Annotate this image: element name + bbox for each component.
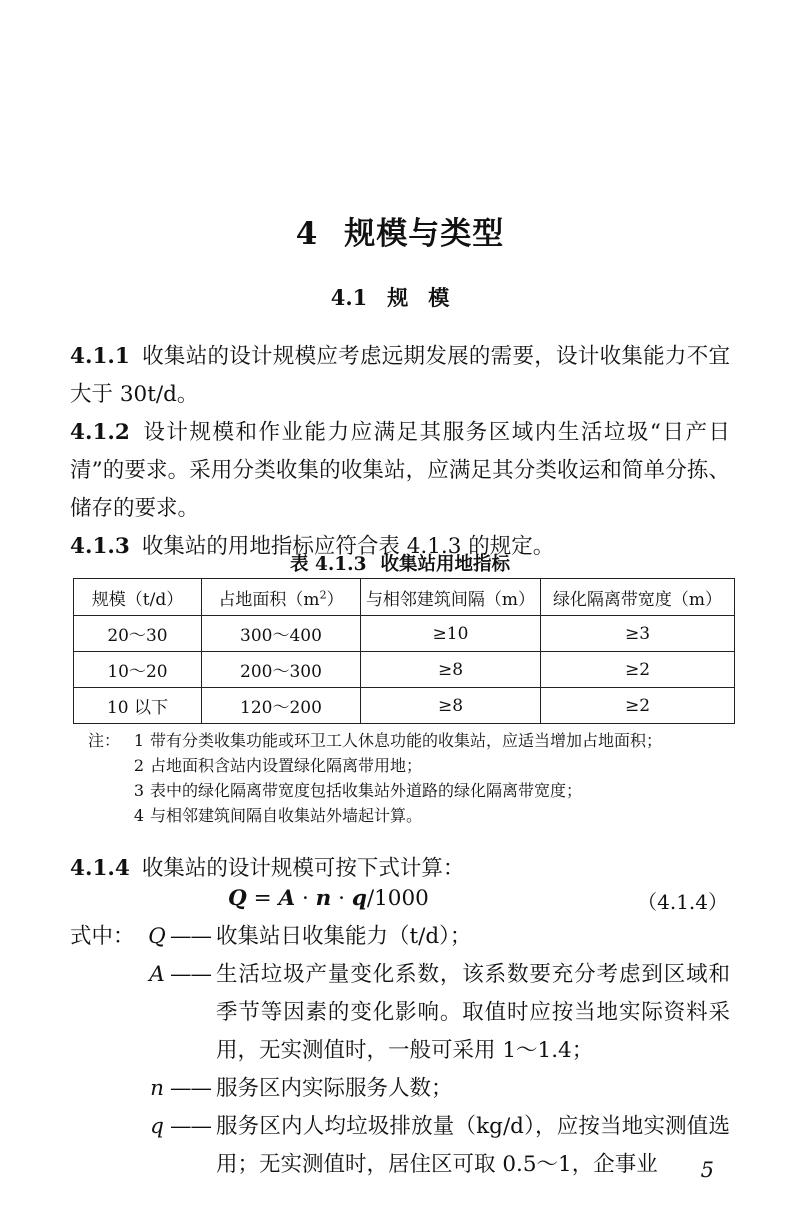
table-row	[74, 688, 735, 724]
table-notes	[88, 728, 728, 828]
where-label: 式中：	[70, 924, 135, 949]
variable-definition: 服务区内人均垃圾排放量（kg/d），应按当地实测值选用；无实测值时，居住区可取 0.5～1，企事业	[216, 1114, 730, 1177]
formula-var-n: n	[315, 886, 332, 911]
variable-symbol: q	[150, 1114, 164, 1139]
note-text: 与相邻建筑间隔自收集站外墙起计算。	[150, 806, 423, 825]
table-cell: ≥3	[541, 616, 735, 652]
variable-definition: 服务区内实际服务人数；	[216, 1076, 453, 1101]
table-caption-number: 表 4.1.3	[290, 554, 367, 575]
note-item	[88, 803, 728, 828]
clause-number: 4.1.1	[70, 344, 130, 369]
clause-text: 设计规模和作业能力应满足其服务区域内生活垃圾“日产日清”的要求。采用分类收集的收集站，应满足其分类收运和简单分拣、储存的要求。	[70, 420, 730, 521]
formula-dot: ·	[338, 886, 345, 911]
variable-dash: ——	[170, 1076, 211, 1101]
table-cell: ≥2	[541, 688, 735, 724]
clause-number: 4.1.2	[70, 420, 130, 445]
variable-definition: 生活垃圾产量变化系数，该系数要充分考虑到区域和季节等因素的变化影响。取值时应按当地实际资料采用，无实测值时，一般可采用 1～1.4；	[216, 962, 730, 1063]
variable-dash: ——	[170, 924, 211, 949]
page-number: 5	[700, 1158, 714, 1182]
formula-dot: ·	[301, 886, 309, 911]
section-number: 4.1	[330, 285, 368, 310]
table-caption	[0, 550, 800, 576]
table-header-area-sup: 2	[319, 587, 327, 601]
formula-variable-definitions	[70, 918, 730, 1184]
formula-lhs: Q	[228, 886, 247, 911]
chapter-number: 4	[295, 216, 319, 252]
table-body	[74, 616, 735, 724]
clause-4-1-1	[70, 338, 730, 414]
table-cell: 200～300	[202, 652, 361, 688]
clause-number: 4.1.4	[70, 856, 130, 881]
table-cell: 120～200	[202, 688, 361, 724]
variable-symbol: A	[149, 962, 165, 987]
notes-label: 注：	[88, 731, 121, 750]
table-cell: ≥8	[361, 688, 541, 724]
table-cell: 10 以下	[74, 688, 202, 724]
note-text: 占地面积含站内设置绿化隔离带用地；	[150, 756, 423, 775]
note-text: 带有分类收集功能或环卫工人休息功能的收集站，应适当增加占地面积；	[150, 731, 663, 750]
note-text: 表中的绿化隔离带宽度包括收集站外道路的绿化隔离带宽度；	[150, 781, 583, 800]
variable-definition: 收集站日收集能力（t/d）；	[216, 924, 472, 949]
clause-text: 收集站的设计规模应考虑远期发展的需要，设计收集能力不宜大于 30t/d。	[70, 344, 730, 407]
chapter-title: 规模与类型	[344, 216, 505, 252]
note-index: 1	[133, 731, 145, 750]
table-header-scale: 规模（t/d）	[74, 579, 202, 616]
table-header	[74, 579, 735, 616]
section-title: 规模	[387, 285, 470, 310]
variable-dash: ——	[170, 962, 211, 987]
chapter-heading	[0, 208, 800, 253]
table-cell: ≥2	[541, 652, 735, 688]
table-row	[74, 652, 735, 688]
table-cell: 300～400	[202, 616, 361, 652]
note-index: 4	[133, 806, 145, 825]
table-cell: 10～20	[74, 652, 202, 688]
clause-4-1-4	[70, 850, 730, 888]
section-heading	[0, 282, 800, 312]
clause-text: 收集站的设计规模可按下式计算：	[141, 856, 465, 881]
variable-symbol: n	[150, 1076, 164, 1101]
note-item	[88, 753, 728, 778]
note-index: 2	[133, 756, 145, 775]
note-item	[88, 728, 728, 753]
table-row	[74, 616, 735, 652]
formula-var-a: A	[278, 886, 296, 911]
table-caption-title: 收集站用地指标	[380, 554, 510, 575]
note-index: 3	[133, 781, 145, 800]
variable-definition-row	[70, 918, 730, 956]
table-header-area-post: ）	[326, 589, 344, 610]
table-header-area	[202, 579, 361, 616]
table-cell: ≥8	[361, 652, 541, 688]
formula-line	[70, 886, 730, 920]
note-item	[88, 778, 728, 803]
formula-equals: =	[253, 886, 272, 911]
table-header-area-pre: 占地面积（m	[218, 589, 320, 610]
formula-expression	[228, 886, 429, 911]
variable-symbol: Q	[148, 924, 166, 949]
formula-number: （4.1.4）	[637, 890, 728, 914]
table-header-row	[74, 579, 735, 616]
clause-text: 收集站的用地指标应符合表 4.1.3 的规定。	[141, 534, 555, 559]
formula-divisor: /1000	[366, 886, 429, 911]
table-cell: ≥10	[361, 616, 541, 652]
table-header-building-distance: 与相邻建筑间隔（m）	[361, 579, 541, 616]
clause-number: 4.1.3	[70, 534, 130, 559]
clause-4-1-2	[70, 414, 730, 528]
variable-dash: ——	[170, 1114, 211, 1139]
formula-var-q: q	[351, 886, 367, 911]
land-use-index-table	[73, 578, 735, 724]
table-cell: 20～30	[74, 616, 202, 652]
variable-definition-row	[70, 1070, 730, 1108]
table-header-green-belt-width: 绿化隔离带宽度（m）	[541, 579, 735, 616]
variable-definition-row	[70, 956, 730, 1070]
